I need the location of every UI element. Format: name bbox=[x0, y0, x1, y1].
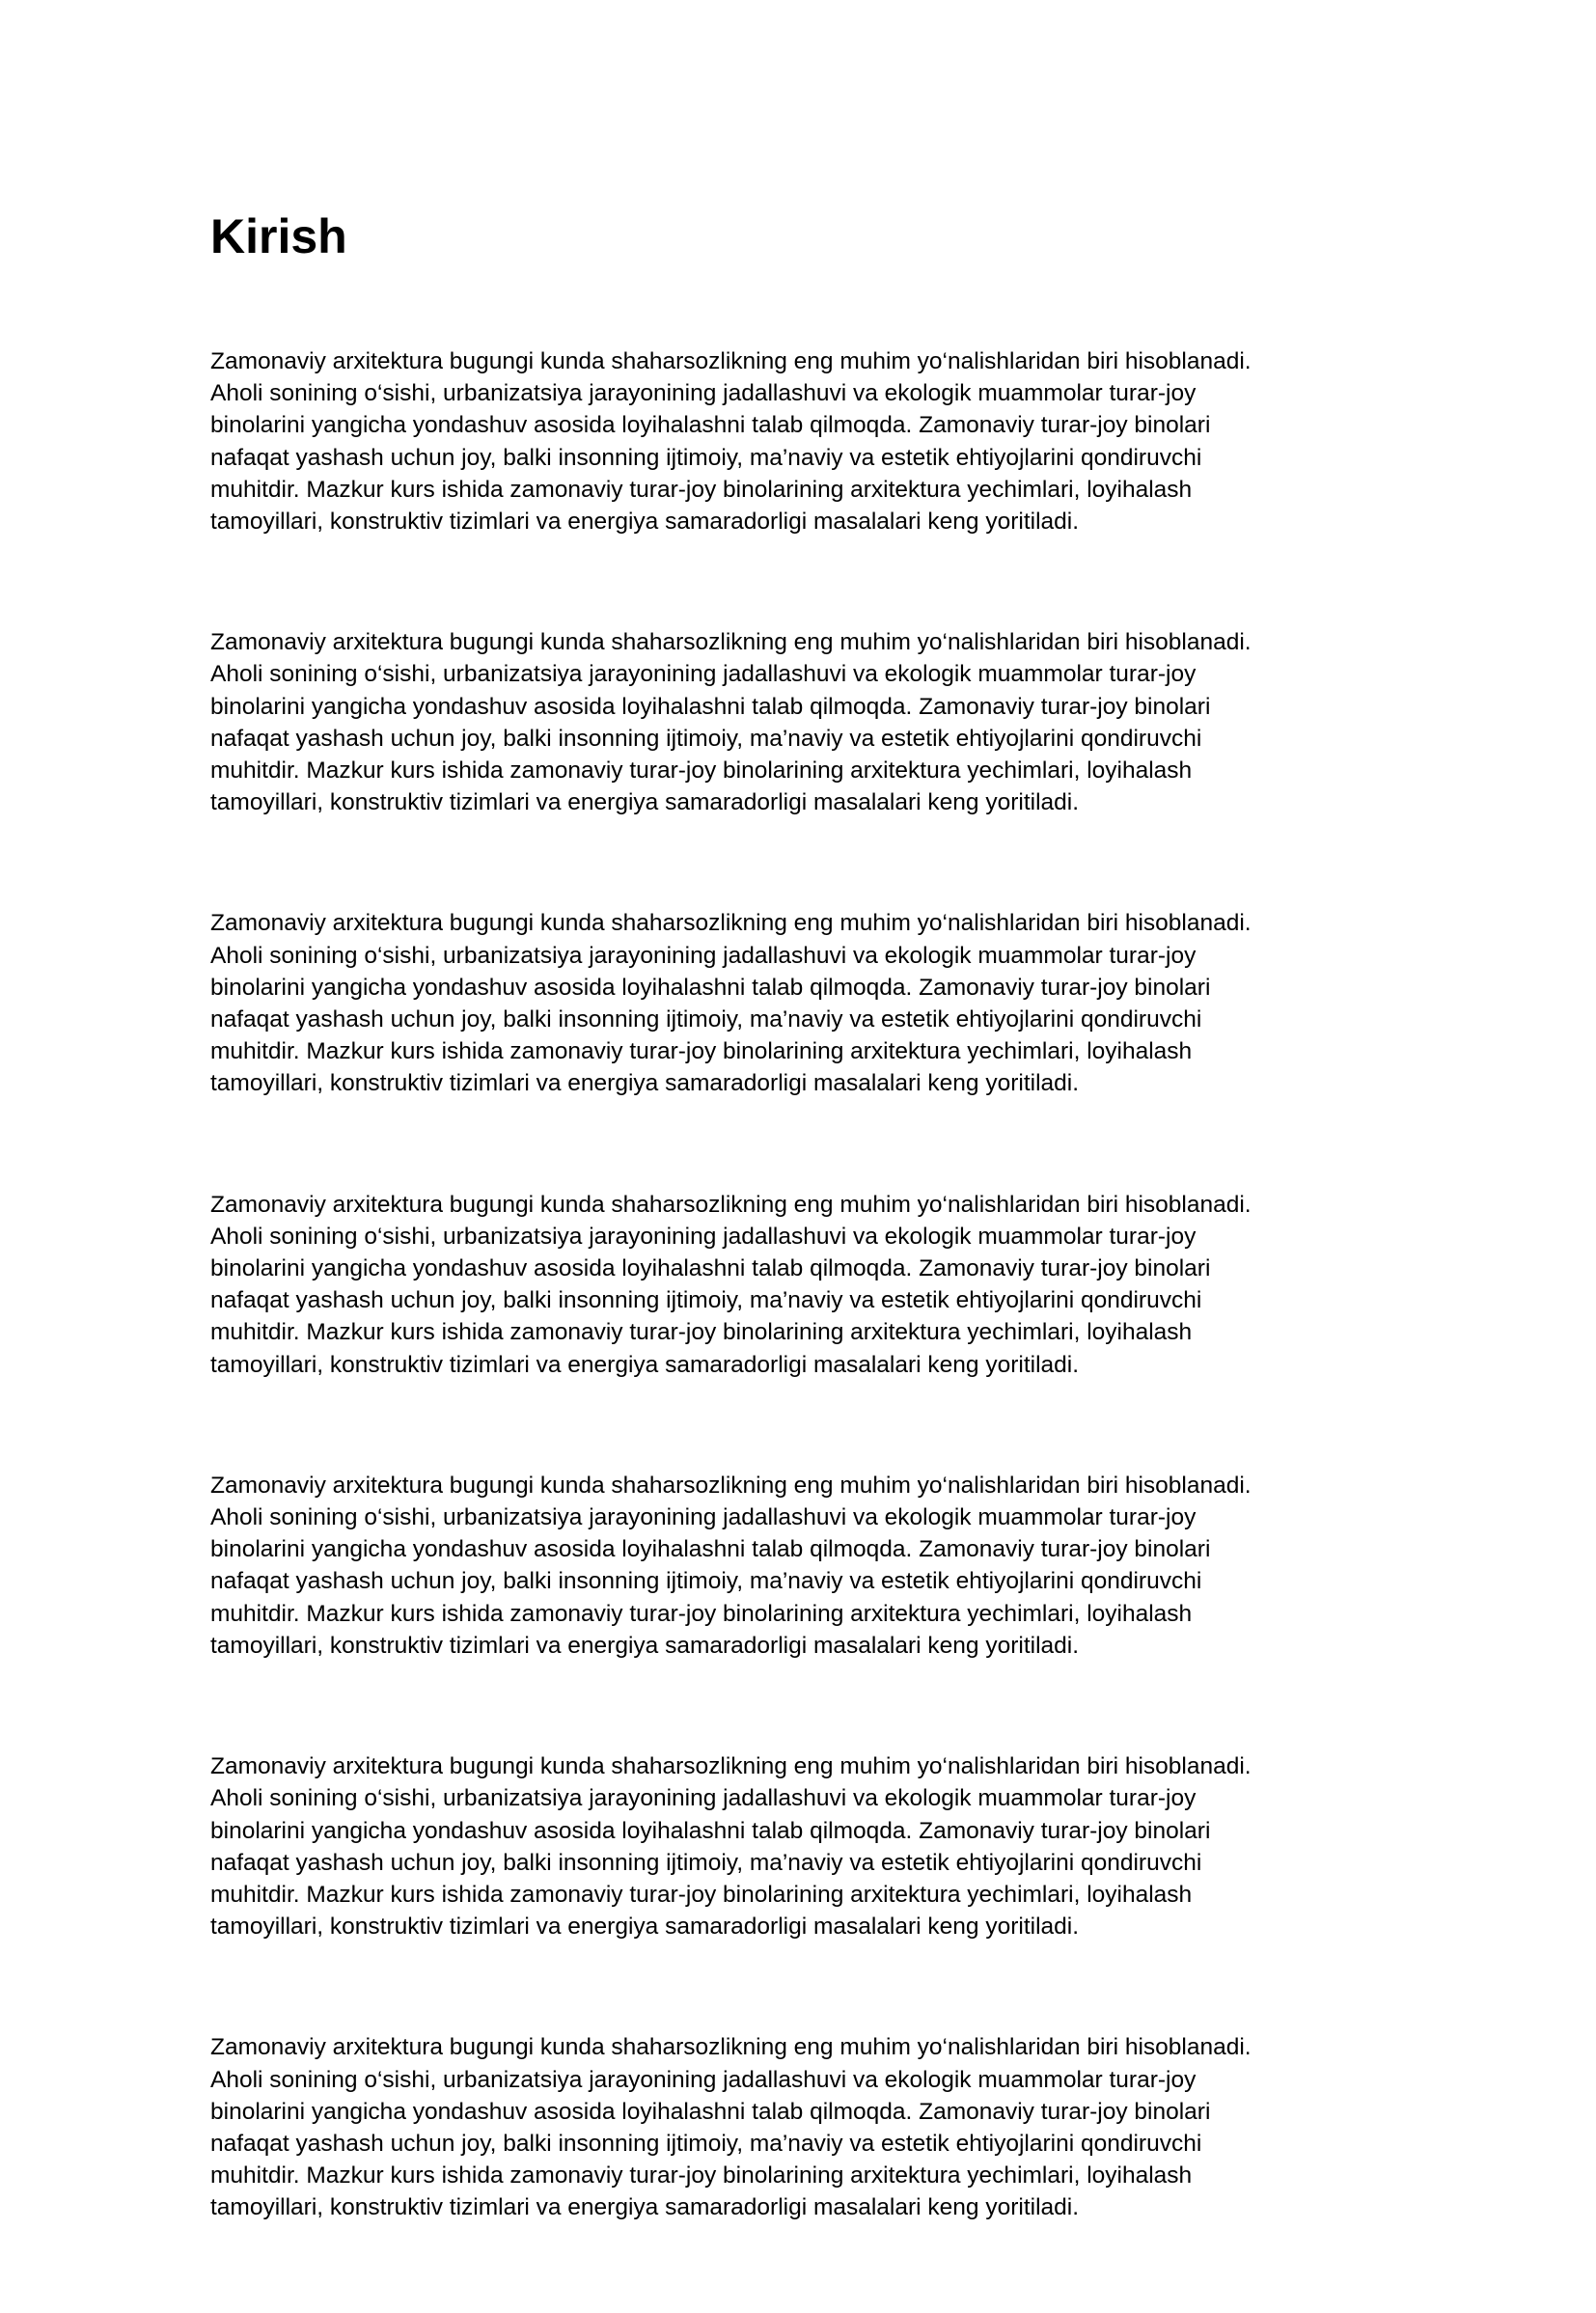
body-paragraph bbox=[210, 1750, 1417, 1942]
paragraph-line: Aholi sonining o‘sishi, urbanizatsiya jarayonining jadallashuvi va ekologik muammolar turar-joy bbox=[210, 380, 1197, 407]
paragraph-line: nafaqat yashash uchun joy, balki insonning ijtimoiy, ma’naviy va estetik ehtiyojlarini qondiruvchi bbox=[210, 2130, 1202, 2157]
paragraph-line: Aholi sonining o‘sishi, urbanizatsiya jarayonining jadallashuvi va ekologik muammolar turar-joy bbox=[210, 1223, 1197, 1250]
paragraph-line: Zamonaviy arxitektura bugungi kunda shaharsozlikning eng muhim yo‘nalishlaridan biri hisoblanadi. bbox=[210, 2034, 1252, 2061]
paragraph-line: muhitdir. Mazkur kurs ishida zamonaviy turar-joy binolarining arxitektura yechimlari, loyihalash bbox=[210, 757, 1193, 785]
paragraph-line: tamoyillari, konstruktiv tizimlari va energiya samaradorligi masalalari keng yoritiladi. bbox=[210, 2194, 1080, 2221]
body-paragraph bbox=[210, 626, 1417, 818]
page-title: Kirish bbox=[210, 209, 347, 263]
body-paragraph bbox=[210, 1189, 1417, 1381]
paragraph-line: Zamonaviy arxitektura bugungi kunda shaharsozlikning eng muhim yo‘nalishlaridan biri hisoblanadi. bbox=[210, 348, 1252, 374]
paragraph-line: muhitdir. Mazkur kurs ishida zamonaviy turar-joy binolarining arxitektura yechimlari, loyihalash bbox=[210, 1038, 1193, 1065]
body-paragraph bbox=[210, 1470, 1417, 1662]
paragraph-line: Aholi sonining o‘sishi, urbanizatsiya jarayonining jadallashuvi va ekologik muammolar turar-joy bbox=[210, 661, 1197, 688]
paragraph-line: binolarini yangicha yondashuv asosida loyihalashni talab qilmoqda. Zamonaviy turar-joy binolari bbox=[210, 693, 1211, 720]
paragraph-line: binolarini yangicha yondashuv asosida loyihalashni talab qilmoqda. Zamonaviy turar-joy binolari bbox=[210, 974, 1211, 1001]
paragraph-line: Aholi sonining o‘sishi, urbanizatsiya jarayonining jadallashuvi va ekologik muammolar turar-joy bbox=[210, 1785, 1197, 1812]
paragraph-line: Aholi sonining o‘sishi, urbanizatsiya jarayonining jadallashuvi va ekologik muammolar turar-joy bbox=[210, 1504, 1197, 1531]
paragraph-line: Zamonaviy arxitektura bugungi kunda shaharsozlikning eng muhim yo‘nalishlaridan biri hisoblanadi. bbox=[210, 629, 1252, 656]
paragraph-line: tamoyillari, konstruktiv tizimlari va energiya samaradorligi masalalari keng yoritiladi. bbox=[210, 789, 1080, 816]
paragraph-line: tamoyillari, konstruktiv tizimlari va energiya samaradorligi masalalari keng yoritiladi. bbox=[210, 1914, 1080, 1941]
paragraph-line: tamoyillari, konstruktiv tizimlari va energiya samaradorligi masalalari keng yoritiladi. bbox=[210, 509, 1080, 536]
body-paragraph bbox=[210, 907, 1417, 1099]
paragraph-line: Aholi sonining o‘sishi, urbanizatsiya jarayonining jadallashuvi va ekologik muammolar turar-joy bbox=[210, 942, 1197, 969]
paragraph-line: nafaqat yashash uchun joy, balki insonning ijtimoiy, ma’naviy va estetik ehtiyojlarini qondiruvchi bbox=[210, 1006, 1202, 1033]
paragraph-line: nafaqat yashash uchun joy, balki insonning ijtimoiy, ma’naviy va estetik ehtiyojlarini qondiruvchi bbox=[210, 1287, 1202, 1314]
paragraph-line: muhitdir. Mazkur kurs ishida zamonaviy turar-joy binolarining arxitektura yechimlari, loyihalash bbox=[210, 1881, 1193, 1908]
paragraph-line: nafaqat yashash uchun joy, balki insonning ijtimoiy, ma’naviy va estetik ehtiyojlarini qondiruvchi bbox=[210, 1849, 1202, 1876]
paragraph-line: Zamonaviy arxitektura bugungi kunda shaharsozlikning eng muhim yo‘nalishlaridan biri hisoblanadi. bbox=[210, 910, 1252, 937]
paragraph-line: Zamonaviy arxitektura bugungi kunda shaharsozlikning eng muhim yo‘nalishlaridan biri hisoblanadi. bbox=[210, 1753, 1252, 1780]
paragraph-line: binolarini yangicha yondashuv asosida loyihalashni talab qilmoqda. Zamonaviy turar-joy binolari bbox=[210, 1536, 1211, 1563]
paragraph-line: tamoyillari, konstruktiv tizimlari va energiya samaradorligi masalalari keng yoritiladi. bbox=[210, 1632, 1080, 1659]
paragraph-line: binolarini yangicha yondashuv asosida loyihalashni talab qilmoqda. Zamonaviy turar-joy binolari bbox=[210, 1817, 1211, 1844]
paragraph-line: tamoyillari, konstruktiv tizimlari va energiya samaradorligi masalalari keng yoritiladi. bbox=[210, 1351, 1080, 1378]
body-paragraph bbox=[210, 2031, 1417, 2223]
paragraph-line: Zamonaviy arxitektura bugungi kunda shaharsozlikning eng muhim yo‘nalishlaridan biri hisoblanadi. bbox=[210, 1191, 1252, 1218]
paragraph-line: muhitdir. Mazkur kurs ishida zamonaviy turar-joy binolarining arxitektura yechimlari, loyihalash bbox=[210, 1600, 1193, 1627]
body-paragraph bbox=[210, 345, 1417, 537]
paragraph-line: binolarini yangicha yondashuv asosida loyihalashni talab qilmoqda. Zamonaviy turar-joy binolari bbox=[210, 412, 1211, 439]
paragraph-line: Aholi sonining o‘sishi, urbanizatsiya jarayonining jadallashuvi va ekologik muammolar turar-joy bbox=[210, 2066, 1197, 2093]
paragraph-line: muhitdir. Mazkur kurs ishida zamonaviy turar-joy binolarining arxitektura yechimlari, loyihalash bbox=[210, 1319, 1193, 1346]
paragraph-line: binolarini yangicha yondashuv asosida loyihalashni talab qilmoqda. Zamonaviy turar-joy binolari bbox=[210, 1255, 1211, 1282]
document-body bbox=[210, 345, 1417, 2313]
paragraph-line: tamoyillari, konstruktiv tizimlari va energiya samaradorligi masalalari keng yoritiladi. bbox=[210, 1070, 1080, 1097]
paragraph-line: muhitdir. Mazkur kurs ishida zamonaviy turar-joy binolarining arxitektura yechimlari, loyihalash bbox=[210, 2162, 1193, 2189]
paragraph-line: binolarini yangicha yondashuv asosida loyihalashni talab qilmoqda. Zamonaviy turar-joy binolari bbox=[210, 2098, 1211, 2125]
paragraph-line: Zamonaviy arxitektura bugungi kunda shaharsozlikning eng muhim yo‘nalishlaridan biri hisoblanadi. bbox=[210, 1472, 1252, 1499]
paragraph-line: muhitdir. Mazkur kurs ishida zamonaviy turar-joy binolarining arxitektura yechimlari, loyihalash bbox=[210, 476, 1193, 503]
paragraph-line: nafaqat yashash uchun joy, balki insonning ijtimoiy, ma’naviy va estetik ehtiyojlarini qondiruvchi bbox=[210, 1568, 1202, 1595]
paragraph-line: nafaqat yashash uchun joy, balki insonning ijtimoiy, ma’naviy va estetik ehtiyojlarini qondiruvchi bbox=[210, 444, 1202, 471]
paragraph-line: nafaqat yashash uchun joy, balki insonning ijtimoiy, ma’naviy va estetik ehtiyojlarini qondiruvchi bbox=[210, 725, 1202, 752]
